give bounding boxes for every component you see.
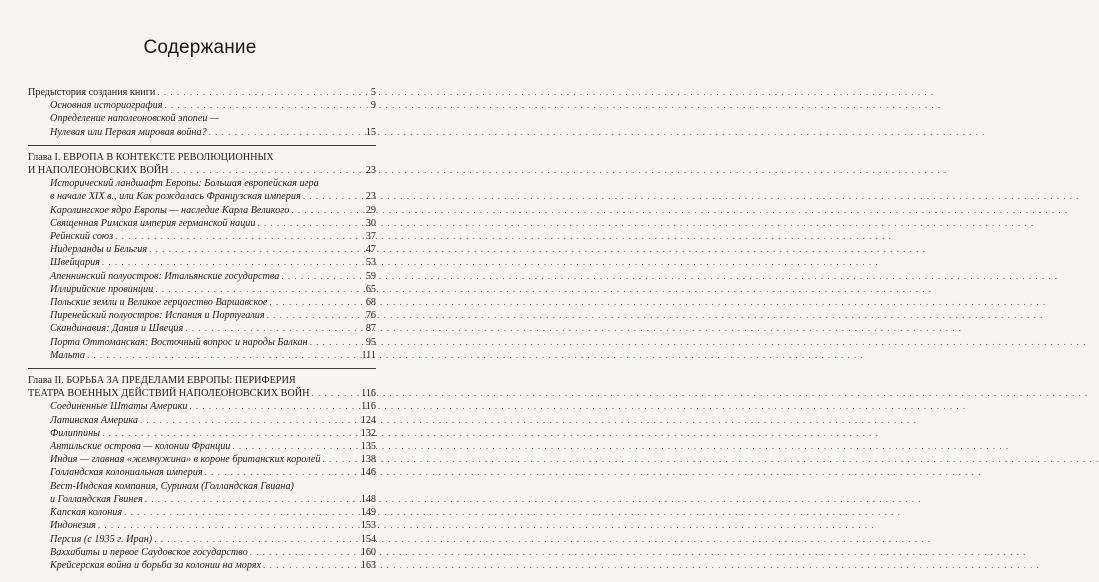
toc-entry-text: ТЕАТРА ВОЕННЫХ ДЕЙСТВИЙ НАПОЛЕОНОВСКИХ ВОЙН (28, 388, 310, 400)
toc-entry-text: Мальта (50, 349, 85, 361)
toc-subentry[interactable] (28, 480, 376, 506)
toc-subentry[interactable] (28, 349, 376, 362)
toc-subentry[interactable] (28, 546, 376, 559)
dot-leader (185, 322, 360, 335)
page-number: 23 (365, 165, 376, 177)
toc-entry-text: Филиппины (50, 427, 101, 439)
dot-leader (269, 296, 360, 309)
page-number: 5 (370, 87, 376, 98)
page-number: 37 (365, 231, 376, 243)
toc-section (28, 86, 376, 139)
toc-subentry[interactable] (28, 414, 376, 427)
toc-entry-text: Индия — главная «жемчужина» в короне британских королей (50, 454, 321, 466)
dot-leader (281, 270, 360, 283)
page-number: 9 (370, 100, 376, 112)
toc-entry-text: Определение наполеоновской эпопеи — (50, 113, 220, 125)
toc-entry-text: Индонезия (50, 520, 96, 532)
dot-leader (124, 506, 359, 519)
toc-entry-text: Апеннинский полуостров: Итальянские государства (50, 270, 280, 282)
page-number: 132 (360, 427, 376, 439)
dot-leader (145, 493, 359, 506)
toc-section (28, 374, 376, 572)
page-number: 15 (365, 126, 376, 138)
page-number: 116 (361, 401, 376, 413)
page-number: 149 (360, 507, 376, 519)
page-number: 146 (360, 467, 376, 479)
page-number: 148 (360, 493, 376, 505)
dot-leader (312, 387, 360, 400)
dot-leader (205, 466, 359, 479)
toc-entry-text: Каролингское ядро Европы — наследие Карла Великого (50, 204, 290, 216)
toc-entry-text: Основная историография (50, 100, 163, 112)
page-number: 23 (365, 191, 376, 203)
dot-leader (232, 440, 358, 453)
toc-entry-text: Польские земли и Великое герцогство Варшавское (50, 297, 268, 309)
page-number: 138 (360, 454, 376, 466)
toc-entry-text: Латинская Америка (50, 414, 138, 426)
dot-leader (149, 243, 360, 256)
page-number: 76 (365, 310, 376, 322)
dot-leader (154, 533, 359, 546)
dot-leader (263, 559, 359, 572)
toc-subentry[interactable] (28, 440, 376, 453)
page-number: 124 (360, 414, 376, 426)
toc-subentry[interactable] (28, 506, 376, 519)
dot-leader (140, 414, 359, 427)
toc-subentry[interactable] (28, 283, 376, 296)
page-number: 153 (360, 520, 376, 532)
section-divider (28, 368, 376, 369)
dot-leader (102, 256, 360, 269)
toc-entry-text: Предыстория создания книги (28, 87, 156, 98)
dot-leader (209, 126, 360, 139)
dot-leader (102, 427, 359, 440)
toc-entry-text: Рейнский союз (50, 231, 114, 243)
toc-entry-text: Глава II. БОРЬБА ЗА ПРЕДЕЛАМИ ЕВРОПЫ: ПЕРИФЕРИЯ (28, 375, 296, 387)
toc-entry-text: Глава I. ЕВРОПА В КОНТЕКСТЕ РЕВОЛЮЦИОННЫХ (28, 151, 274, 163)
dot-leader (164, 99, 360, 112)
toc-subentry[interactable] (28, 99, 376, 112)
toc-entry-text: и Голландская Гвинея (50, 493, 143, 505)
page-number: 30 (365, 217, 376, 229)
toc-entry-text: Голландская колониальная империя (50, 467, 203, 479)
toc-entry-text: Швейцария (50, 257, 100, 269)
toc-chapter-entry[interactable] (28, 151, 376, 177)
dot-leader (189, 400, 359, 413)
page-number: 116 (361, 388, 376, 400)
page-number: 111 (361, 349, 376, 361)
dot-leader (257, 217, 360, 230)
dot-leader (155, 283, 360, 296)
page-title: Содержание (143, 37, 257, 58)
toc-entry-text: Капская колония (50, 507, 123, 519)
toc-subentry[interactable] (28, 559, 376, 572)
dot-leader (267, 309, 360, 322)
page-number: 68 (365, 297, 376, 309)
toc-entry-text: Исторический ландшафт Европы: Большая европейская игра (50, 178, 319, 190)
toc-subentry[interactable] (28, 322, 376, 335)
section-divider (28, 145, 376, 146)
page-number: 59 (365, 270, 376, 282)
page-number: 53 (365, 257, 376, 269)
toc-entry-text: Иллирийские провинции (50, 283, 154, 295)
toc-entry-text: Ваххабиты и первое Саудовское государство (50, 546, 248, 558)
toc-entry-text: Соединенные Штаты Америки (50, 401, 188, 413)
page-number: 135 (360, 441, 376, 453)
page-number: 95 (365, 336, 376, 348)
dot-leader (250, 546, 359, 559)
toc-subentry[interactable] (28, 400, 376, 413)
toc-subentry[interactable] (28, 270, 376, 283)
toc-entry-text: Пиренейский полуостров: Испания и Португалия (50, 310, 265, 322)
toc-subentry[interactable] (28, 453, 376, 466)
toc-subentry[interactable] (28, 112, 376, 138)
toc-section (28, 151, 376, 362)
toc-subentry[interactable] (28, 427, 376, 440)
dot-leader (87, 349, 360, 362)
toc-entry-text: Порта Оттоманская: Восточный вопрос и народы Балкан (50, 336, 308, 348)
page-number: 47 (365, 244, 376, 256)
dot-leader (310, 336, 360, 349)
toc-subentry[interactable] (28, 217, 376, 230)
toc-chapter-entry[interactable] (28, 374, 376, 400)
toc-entry-text: в начале XIX в., или Как рождалась Французская империя (50, 191, 301, 203)
toc-subentry[interactable] (28, 230, 376, 243)
toc-entry-text: Вест-Индская компания, Суринам (Голландская Гвиана) (50, 480, 294, 492)
toc-entry-text: И НАПОЛЕОНОВСКИХ ВОЙН (28, 165, 169, 177)
toc-entry-text: Крейсерская война и борьба за колонии на морях (50, 559, 262, 571)
toc-entry-text: Нидерланды и Бельгия (50, 244, 148, 256)
toc-subentry[interactable] (28, 243, 376, 256)
toc-entry-text: Скандинавия: Дания и Швеция (50, 323, 184, 335)
toc-entry-text: Нулевая или Первая мировая война? (50, 126, 207, 138)
table-of-contents (28, 86, 376, 572)
page-number: 160 (360, 546, 376, 558)
toc-entry-text: Священная Римская империя германской нации (50, 217, 256, 229)
toc-entry-text: Антильские острова — колонии Франции (50, 441, 231, 453)
page-number: 154 (360, 533, 376, 545)
toc-entry-text: Персия (с 1935 г. Иран) (50, 533, 153, 545)
dot-leader (291, 204, 360, 217)
toc-subentry[interactable] (28, 519, 376, 532)
page-number: 65 (365, 283, 376, 295)
toc-subentry[interactable] (28, 177, 376, 203)
toc-subentry[interactable] (28, 256, 376, 269)
toc-subentry[interactable] (28, 204, 376, 217)
dot-leader (171, 164, 360, 177)
dot-leader (115, 230, 360, 243)
page-number: 163 (360, 559, 376, 571)
toc-chapter-entry[interactable] (28, 86, 376, 99)
toc-subentry[interactable] (28, 466, 376, 479)
dot-leader (98, 519, 359, 532)
dot-leader (303, 190, 360, 203)
dot-leader (322, 453, 358, 466)
toc-subentry[interactable] (28, 533, 376, 546)
toc-subentry[interactable] (28, 296, 376, 309)
dot-leader (157, 86, 360, 99)
page-number: 29 (365, 204, 376, 216)
toc-subentry[interactable] (28, 336, 376, 349)
page-number: 87 (365, 323, 376, 335)
toc-subentry[interactable] (28, 309, 376, 322)
